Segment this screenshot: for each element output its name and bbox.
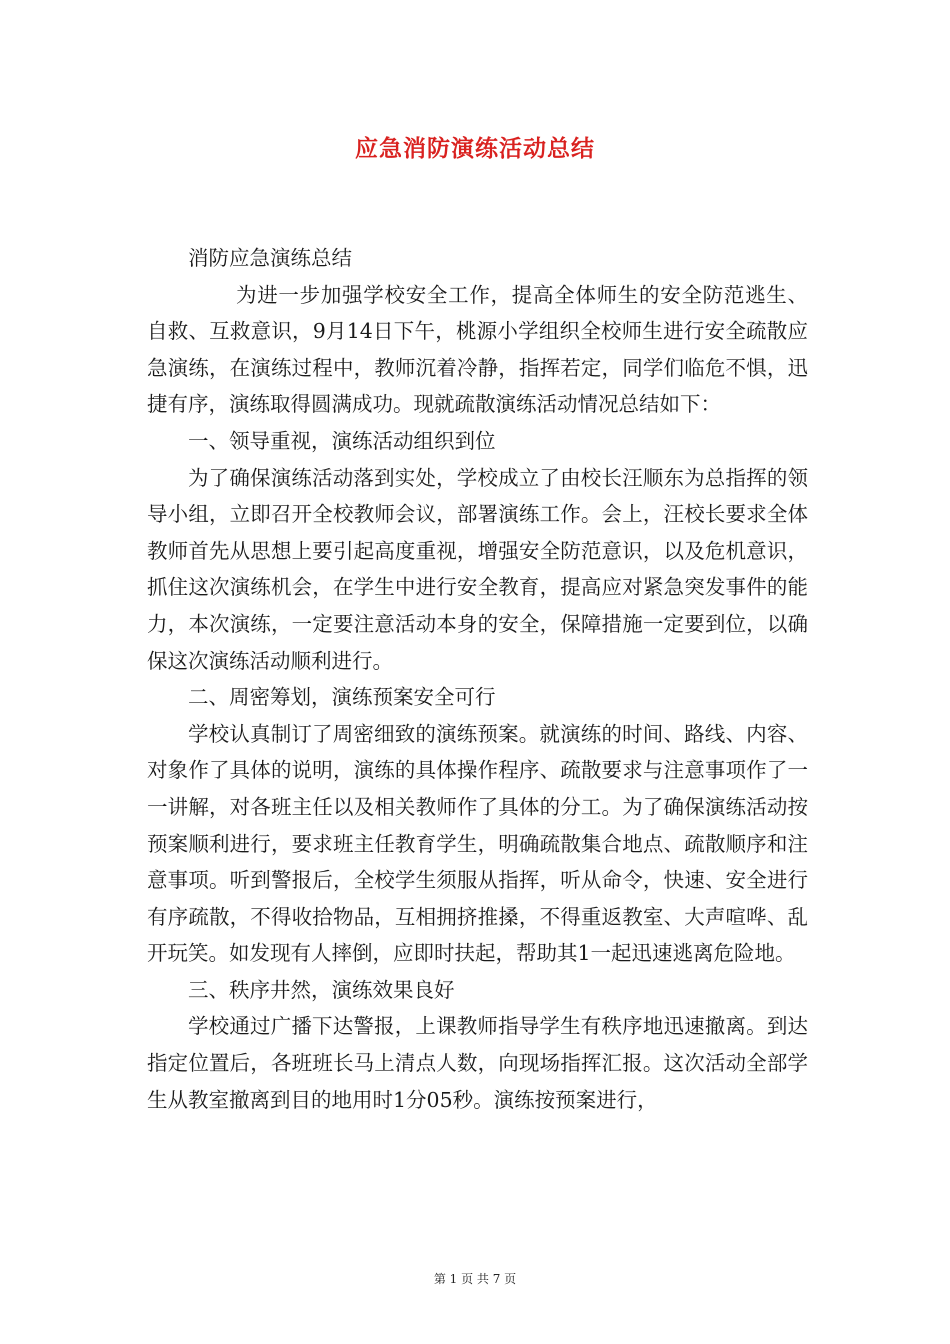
document-body — [147, 240, 808, 1118]
document-title: 应急消防演练活动总结 — [355, 136, 595, 162]
section-paragraph: 为了确保演练活动落到实处，学校成立了由校长汪顺东为总指挥的领导小组，立即召开全校教师会议，部署演练工作。会上，汪校长要求全体教师首先从思想上要引起高度重视，增强安全防范意识，以及危机意识，抓住这次演练机会，在学生中进行安全教育，提高应对紧急突发事件的能力，本次演练，一定要注意活动本身的安全，保障措施一定要到位，以确保这次演练活动顺利进行。 — [147, 465, 808, 673]
section-paragraph: 学校认真制订了周密细致的演练预案。就演练的时间、路线、内容、对象作了具体的说明，演练的具体操作程序、疏散要求与注意事项作了一一讲解，对各班主任以及相关教师作了具体的分工。为了确保演练活动按预案顺利进行，要求班主任教育学生，明确疏散集合地点、疏散顺序和注意事项。听到警报后，全校学生须服从指挥，听从命令，快速、安全进行有序疏散，不得收拾物品，互相拥挤推搡，不得重返教室、大声喧哗、乱开玩笑。如发现有人摔倒，应即时扶起，帮助其1一起迅速逃离危险地。 — [147, 721, 808, 966]
section-heading: 一、领导重视，演练活动组织到位 — [188, 428, 496, 453]
section-heading: 二、周密筹划，演练预案安全可行 — [188, 685, 496, 710]
section-paragraph: 学校通过广播下达警报，上课教师指导学生有秩序地迅速撤离。到达指定位置后，各班班长马上清点人数，向现场指挥汇报。这次活动全部学生从教室撤离到目的地用时1分05秒。演练按预案进行， — [147, 1014, 808, 1112]
section-heading: 三、秩序井然，演练效果良好 — [188, 977, 455, 1002]
page-number: 第 1 页 共 7 页 — [433, 1272, 517, 1286]
intro-paragraph: 为进一步加强学校安全工作，提高全体师生的安全防范逃生、自救、互救意识，9月14日下午，桃源小学组织全校师生进行安全疏散应急演练，在演练过程中，教师沉着冷静，指挥若定，同学们临危不惧，迅捷有序，演练取得圆满成功。现就疏散演练活动情况总结如下： — [147, 282, 808, 417]
page-footer — [0, 1271, 950, 1287]
document-subtitle: 消防应急演练总结 — [188, 246, 352, 270]
